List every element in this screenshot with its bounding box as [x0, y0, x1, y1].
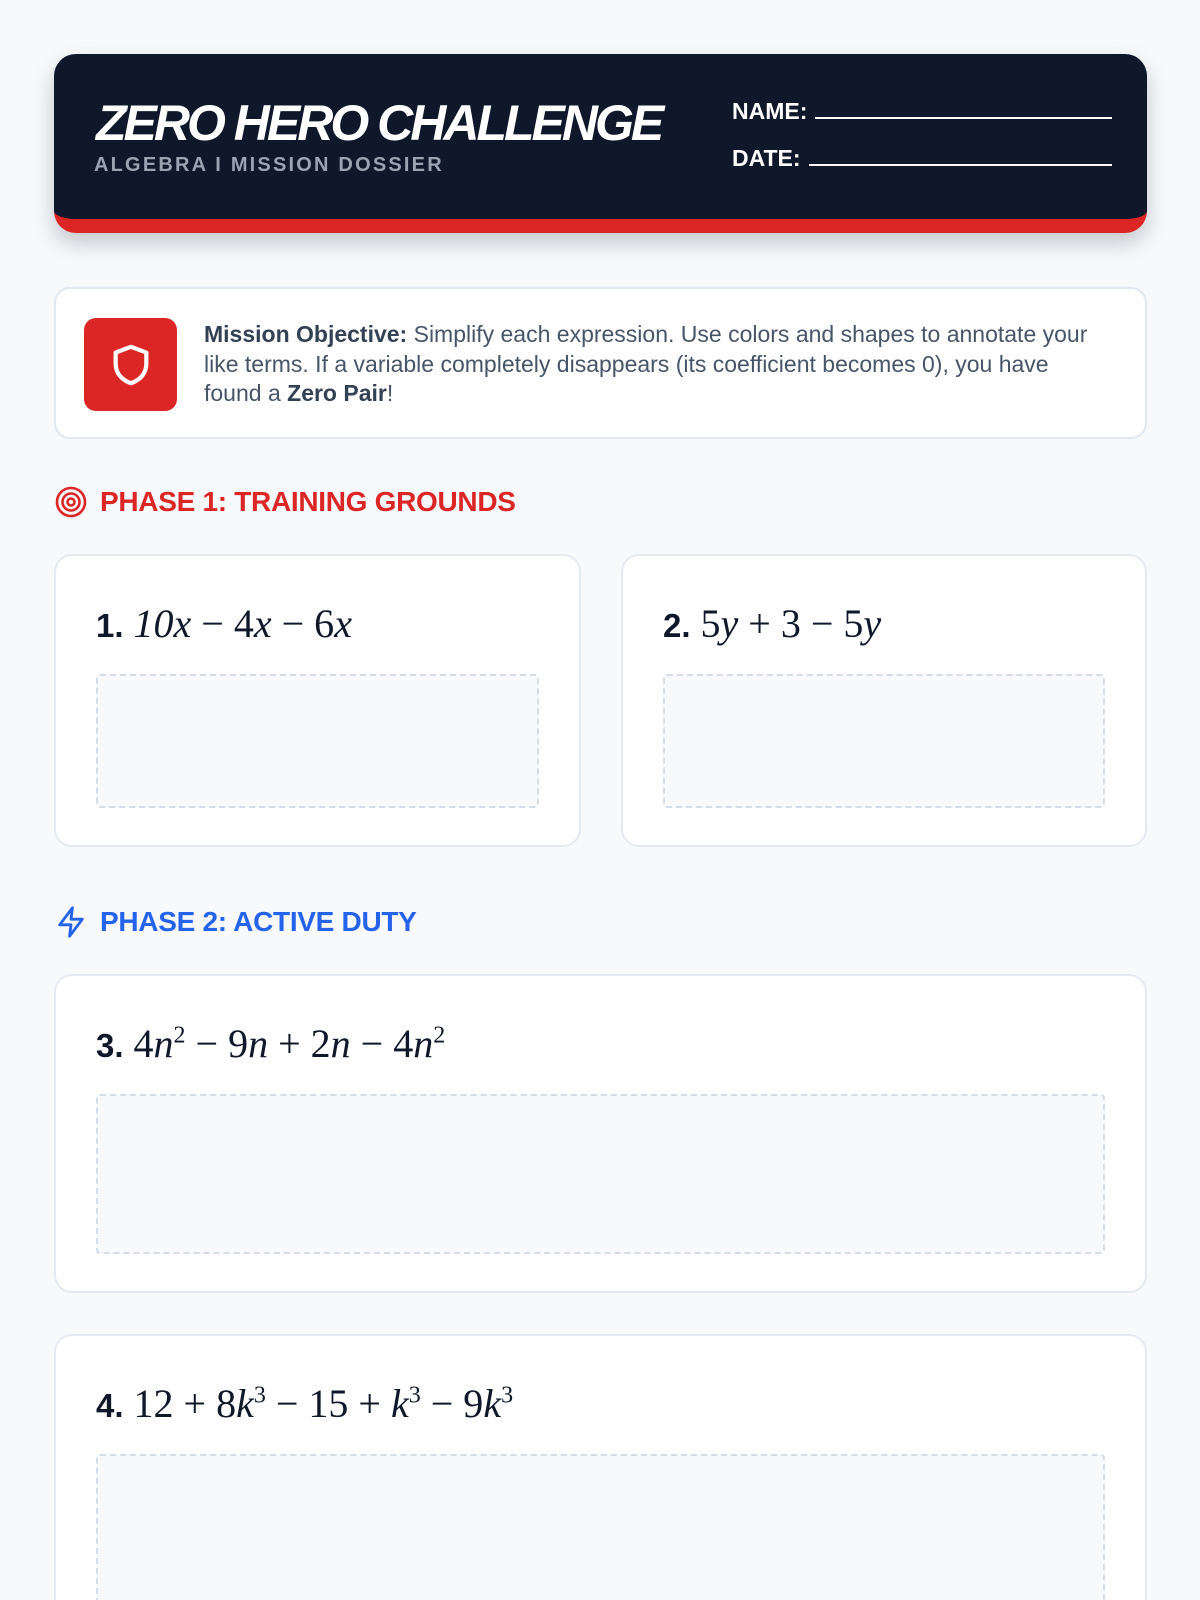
target-icon — [54, 485, 88, 519]
answer-box[interactable] — [96, 674, 539, 808]
problem-card-4 — [54, 1334, 1147, 1600]
zero-pair-term: Zero Pair — [287, 380, 387, 406]
phase-2-heading — [54, 905, 417, 939]
date-label: DATE: — [732, 145, 801, 171]
problem-card-3 — [54, 974, 1147, 1293]
problem-number: 3. — [96, 1027, 124, 1064]
answer-box[interactable] — [96, 1454, 1105, 1600]
problem-4 — [96, 1380, 513, 1427]
problem-expression: $4n^2 - 9n + 2n - 4n^2$ — [133, 1021, 446, 1066]
name-field[interactable] — [732, 98, 1112, 125]
problem-card-2 — [621, 554, 1147, 847]
objective-end: ! — [386, 380, 394, 406]
problem-number: 1. — [96, 607, 124, 644]
lightning-icon — [54, 905, 88, 939]
mission-objective-box — [54, 287, 1147, 439]
page-subtitle: ALGEBRA I MISSION DOSSIER — [94, 154, 444, 176]
name-line[interactable] — [815, 99, 1112, 119]
phase-1-title: PHASE 1: TRAINING GROUNDS — [100, 486, 516, 517]
date-field[interactable] — [732, 145, 1112, 172]
phase-1-heading — [54, 485, 516, 519]
problem-1 — [96, 600, 352, 647]
objective-body: Simplify each expression. Use colors and shapes to annotate your like terms. If a variable completely disappears (its coefficient becomes 0), you have found a — [204, 321, 1088, 406]
date-line[interactable] — [809, 146, 1112, 166]
page-title: ZERO HERO CHALLENGE — [96, 95, 662, 151]
problem-expression: 10x − 4x − 6x — [133, 601, 352, 646]
header-banner — [54, 54, 1147, 233]
problem-number: 2. — [663, 607, 691, 644]
problem-card-1 — [54, 554, 581, 847]
answer-box[interactable] — [663, 674, 1105, 808]
answer-box[interactable] — [96, 1094, 1105, 1254]
name-label: NAME: — [732, 98, 808, 124]
problem-3 — [96, 1020, 445, 1067]
problem-number: 4. — [96, 1387, 124, 1424]
objective-lead: Mission Objective: — [204, 321, 408, 347]
phase-2-title: PHASE 2: ACTIVE DUTY — [100, 906, 417, 937]
problem-expression: $12 + 8k^3 - 15 + k^3 - 9k^3$ — [133, 1381, 514, 1426]
objective-text — [204, 320, 1104, 409]
problem-2 — [663, 600, 881, 647]
shield-icon — [84, 318, 177, 411]
problem-expression: 5y + 3 − 5y — [700, 601, 882, 646]
